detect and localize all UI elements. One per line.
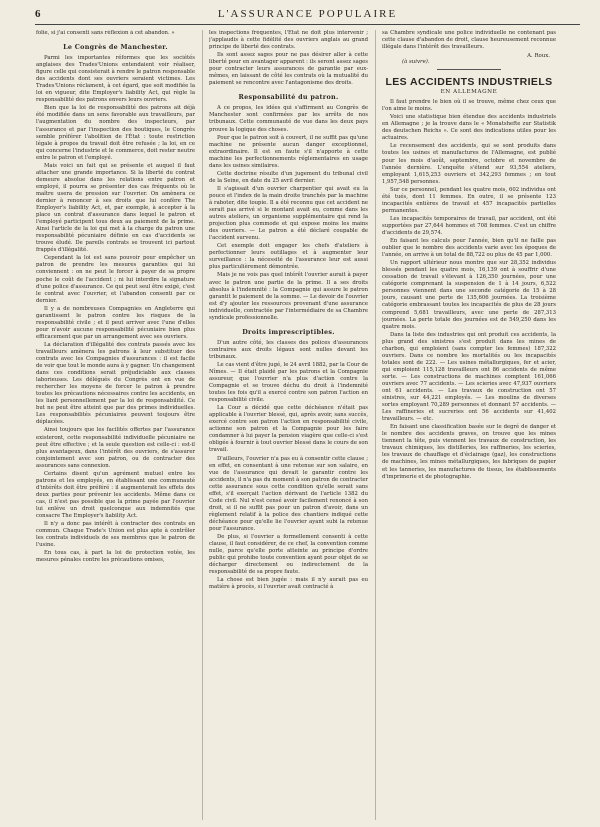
continuation-note: (à suivre).: [402, 59, 430, 66]
paragraph: Sur ce personnel, pendant les quatre mois, 602 individus ont été tués, dont 11 femmes. En outre, il se présente 123 incapacités entières de travail et 457 incapacités partielles permanentes.: [382, 186, 556, 214]
column-3: [382, 30, 556, 820]
page-header: [35, 8, 580, 25]
journal-title: L'ASSURANCE POPULAIRE: [217, 8, 398, 20]
paragraph: En faisant une classification basée sur le degré de danger et le nombre des accidents graves, on trouve que les mines tiennent la tête, puis viennent les travaux de construction, les travaux chimiques, les distilleries, les raffineries, les scieries, les travaux de chauffage et d'éclairage (gaz), les constructions de machines, les mines métallurgiques, les fabriques de papier et les tanneries, les manufactures de tissus, les établissements d'imprimerie et de photographie.: [382, 424, 556, 480]
article-title: LES ACCIDENTS INDUSTRIELS: [385, 76, 553, 89]
column-2: [209, 30, 368, 820]
page-number: 6: [35, 8, 41, 20]
paragraph: les inspections fréquentes, l'État ne doit plus intervenir ; j'applaudis à cette fidélité des ouvriers anglais au grand principe de liberté des contrats.: [209, 30, 368, 51]
paragraph: Mais voici un fait qui se présente et auquel il faut attacher une grande importance. Si la liberté du contrat demeure absolue dans les relations entre patron et employé, il pourra se présenter des cas fréquents où le maître usera de pression sur l'ouvrier. On amènera ce dernier à renoncer à ses droits que lui confère The Employer's liability Act, et, par exemple, à accepter à la place un contrat d'assurance dans lequel le patron et l'employé participent tous deux au paiement de la prime. Ainsi l'article de la loi qui met à la charge du patron une responsabilité pécuniaire définie en cas d'accidents se trouve éludé. De pareils contrats se trouvent ici partout frappés d'illégalité.: [36, 162, 195, 254]
paragraph: Pour que le patron soit à couvert, il ne suffit pas qu'une machine ne présente aucun danger exceptionnel, extraordinaire. Il est en faute s'il n'apporte à cette machine les perfectionnements réglementaires en usage dans les usines similaires.: [209, 134, 368, 169]
paragraph: La Cour a décidé que cette déchéance n'était pas applicable à l'ouvrier blessé, qui, après avoir, sans succès, exercé contre son patron l'action en responsabilité civile, actionne son patron et la Compagnie pour les faire condamner à lui payer la pension viagère que celle-ci s'est obligée à fournir à tout ouvrier blessé dans le cours de son travail.: [209, 405, 368, 454]
paragraph: sa Chambre syndicale une police individuelle ne contenant pas cette clause d'abandon de droit, clause heureusement reconnue illégale dans l'intérêt des travailleurs.: [382, 30, 556, 51]
paragraph: Un rapport ultérieur nous montre que sur 28,352 individus blessés pendant les quatre mois, 16,139 ont à souffrir d'une cessation de travail s'élevant à 126,350 journées, pour une catégorie comprenant la suspension de 1 à 14 jours, 6,522 personnes viennent dans une seconde catégorie de 15 à 28 jours, causant une perte de 135,606 journées. La troisième catégorie embrassant toutes les incapacités de plus de 28 jours comprend 5,681 travailleurs, avec une perte de 287,313 journées. La perte totale des journées est de 549,250 dans les quatre mois.: [382, 260, 556, 330]
section-title: Responsabilité du patron.: [238, 93, 339, 102]
column-divider: [375, 30, 376, 820]
author-signature: A. Roux.: [527, 53, 550, 60]
paragraph: Cette doctrine résulte d'un jugement du tribunal civil de la Seine, en date du 25 avril dernier.: [209, 170, 368, 184]
paragraph: La chose est bien jugée : mais il n'y aurait pas eu matière à procès, si l'ouvrier avait contracté à: [209, 577, 368, 591]
paragraph: Mais je ne vois pas quel intérêt l'ouvrier aurait à payer avec le patron une partie de la prime. Il a ses droits absolus à l'indemnité : la Compagnie qui assure le patron garantit le paiement de la somme. — Le devoir de l'ouvrier est d'y ajouter les ressources provenant d'une assurance individuelle, contractée par l'intermédiaire de sa Chambre syndicale professionnelle.: [209, 272, 368, 321]
paragraph: A ce propos, les idées qui s'affirment au Congrès de Manchester sont confirmées par les arrêts de nos tribunaux. Cette communauté de vue dans les deux pays prouve la logique des choses.: [209, 105, 368, 133]
article-subtitle: EN ALLEMAGNE: [440, 89, 498, 96]
paragraph: Il s'agissait d'un ouvrier charpentier qui avait eu la pouce et l'index de la main droite tranchés par la machine à raboter, dite toupie. Il a été reconnu que cet accident ne serait pas arrivé si le montant avait eu, comme dans les autres ateliers, un organisme supplémentaire qui rend la projection plus commode et qui expose moins les mains des ouvriers. — Le patron a été déclaré coupable de l'accident survenu.: [209, 185, 368, 242]
column-divider: [202, 30, 203, 820]
section-title: Droits imprescriptibles.: [242, 327, 335, 336]
paragraph: Certains disent qu'un agrément mutuel entre les patrons et les employés, en établissant une communauté d'intérêts doit être préféré : il augmenterait les effets des deux parties pour prévenir les accidents. Même dans ce cas, il n'est pas possible que la prime payée par l'ouvrier lui enlève un droit quelconque aux indemnités que consacre The Employer's liability Act.: [36, 470, 195, 520]
paragraph: Cet exemple doit engager les chefs d'ateliers à perfectionner leurs outillages et à augmenter leur surveillance : la nécessité de l'assurance leur est aussi plus particulièrement démontrée.: [209, 243, 368, 271]
paragraph: La déclaration d'illégalité des contrats passés avec les travailleurs amènera les patrons à leur substituer des contrats avec les Compagnies d'assurances : il est facile de voir que tout le monde aura à y gagner. Un changement dans ces conditions serait préjudiciable aux classes laborieuses. Les délégués du Congrès ont en vue de rechercher les moyens de forcer le patron à prendre toutes les précautions nécessaires contre les accidents, en les liant personnellement par la loi de responsabilité. Ce but ne peut être atteint que par des primes individuelles. Les responsabilités pécuniaires peuvent toujours être déplacées.: [36, 341, 195, 426]
paragraph: Le cas vient d'être jugé, le 24 avril 1882, par la Cour de Nîmes. — Il était plaidé par les patrons et la Compagnie assureur, que l'ouvrier n'a plus d'action contre la Compagnie et se trouve déchu du droit à l'indemnité toutes les fois qu'il a exercé contre son patron l'action en responsabilité civile.: [209, 361, 368, 404]
paragraph: folie, si j'ai consenti sans réflexion à cet abandon. »: [36, 30, 175, 36]
paragraph: En tous cas, à part la loi de protection votée, les mesures pénales contre les précautions omises,: [36, 550, 195, 564]
paragraph: Bien que la loi de responsabilité des patrons ait déjà été modifiée dans un sens favorable aux travailleurs, par l'augmentation du nombre des inspecteurs, par l'assurance et par l'inspection des boutiques, le Congrès semble préférer l'abolition de l'État : toute restriction légale à propos du travail doit être refusée ; la loi, en ce qui concerne l'industrie et le commerce, doit rester neutre entre le patron et l'employé.: [36, 105, 195, 161]
article-separator: [437, 69, 501, 70]
paragraph: Il y a de nombreuses Compagnies en Angleterre qui garantissent le patron contre les risques de la responsabilité civile ; et il peut arriver avec l'une d'elles pour n'avoir aucune responsabilité pécuniaire bien plus efficacement que par un arrangement avec ses ouvriers.: [36, 305, 195, 340]
paragraph: Parmi les importantes réformes que les sociétés anglaises des Trades'Unions entendaient voir réaliser, figure celle qui consisterait à rendre le patron responsable des accidents dont ses ouvriers seraient victimes. Les Trades'Unions réclament, à cet égard, que soit modifiée la loi en vigueur, dite Employer's liability Act, qui règle la responsabilité des patrons envers leurs ouvriers.: [36, 55, 195, 104]
paragraph: Il faut prendre le bien où il se trouve, même chez ceux que l'on aime le moins.: [382, 99, 556, 113]
paragraph: Cependant la loi est sans pouvoir pour empêcher un patron de prendre les mesures garanties qui lui conviennent : on ne peut le forcer à payer de sa propre poche le coût de l'accident ; ni lui interdire la signature d'une police d'assurance. Ce qui peut seul être exigé, c'est le contrat avec l'ouvrier, et l'abandon consenti par ce dernier.: [36, 255, 195, 304]
paragraph: Il n'y a donc pas intérêt à contracter des contrats en commun. Chaque Trade's Union est plus apte à contrôler les contrats individuels de ses membres que le patron de l'usine.: [36, 521, 195, 549]
paragraph: Le recensement des accidents, qui se sont produits dans toutes les usines et manufactures de l'Allemagne, est publié pour les mois d'août, septembre, octobre et novembre de l'année dernière. L'enquête s'étend sur 93,554 ateliers, employant 1,615,253 ouvriers et 342,293 femmes ; en tout 1,957,548 personnes.: [382, 143, 556, 185]
paragraph: D'ailleurs, l'ouvrier n'a pas eu à consentir cette clause ; en effet, en consentant à une retenue sur son salaire, en vue de l'assurance qui devait le garantir contre les accidents, il n'a pas du moment à son patron de contracter cette assurance sous cette condition qu'elle serait sans effet, s'il exerçait l'action dérivant de l'article 1382 du Code civil. Nul n'est censé avoir facilement renoncé à son droit, si il ne suffit pas pour un patron d'avoir, dans un règlement relatif à la police des chantiers indiqué cette déchéance pour qu'elle lie l'ouvrier ayant subi la retenue pour l'assurance.: [209, 455, 368, 532]
paragraph: Ils sont assez sages pour ne pas désirer aller à cette liberté pour en avantager apparent : ils seront assez sages pour contracter leurs assurances de garantie par eux-mêmes, en laissant de côté les contrats où la mutualité du paiement se rencontre avec l'antagonisme des droits.: [209, 52, 368, 87]
paragraph: Les incapacités temporaires de travail, par accident, ont été supportées par 27,644 hommes et 708 femmes. C'est un chiffre d'accidents de 29,574.: [382, 215, 556, 236]
column-1: [36, 30, 195, 820]
paragraph: D'un autre côté, les classes des polices d'assurances contraires aux droits légaux sont nulles devant les tribunaux.: [209, 339, 368, 360]
paragraph: De plus, si l'ouvrier a formellement consenti à cette clause, il faut considérer, de ce chef, la convention comme nulle, parce qu'elle porte atteinte au principe d'ordre public qui prohibe toute convention ayant pour objet de se décharger directement ou indirectement de la responsabilité de sa propre faute.: [209, 534, 368, 576]
section-title: Le Congrès de Manchester.: [63, 43, 168, 52]
paragraph: Ainsi toujours que les facilités offertes par l'assurance existeront, cette responsabilité individuelle pécuniaire ne peut être effective ; et la seule question est celle-ci : est-il plus avantageux, dans l'intérêt des ouvriers, de s'assurer conjointement avec son patron, ou de contracter des assurances sans connexion.: [36, 427, 195, 469]
paragraph: Dans la liste des industries qui ont produit ces accidents, la plus grand des sinistres s'est produit dans les mines de charbon, qui emploient (sans compter les femmes) 187,322 ouvriers. Dans ce nombre les mortalités ou les incapacités totales sont de 222. — Les usines métallurgiques, fer et acier, qui emploient 115,128 travailleurs ont 86 accidents de même sorte. — Les constructions de machines comptent 161,066 ouvriers avec 77 accidents. — Les scieries avec 47,937 ouvriers ont 61 accidents. — Les travaux de construction ont 57 sinistres, sur 44,221 employés. — Les moulins de diverses sortes employant 70,289 personnes et donnant 57 accidents. — Les raffineries et sucreries ont 56 accidents sur 41,402 travailleurs. — etc.: [382, 331, 556, 423]
paragraph: En faisant les calculs pour l'année, bien qu'il ne faille pas oublier que le nombre des accidents varie avec les époques de l'année, on arrive à un total de 88,722 ou plus de 45 par 1,000.: [382, 238, 556, 259]
paragraph: Voici une statistique bien étendue des accidents industriels en Allemagne ; je la trouve dans le « Monatshefte zur Statistik des deutschen Reichs ». Ce sont des indications utiles pour les actuaires.: [382, 114, 556, 142]
